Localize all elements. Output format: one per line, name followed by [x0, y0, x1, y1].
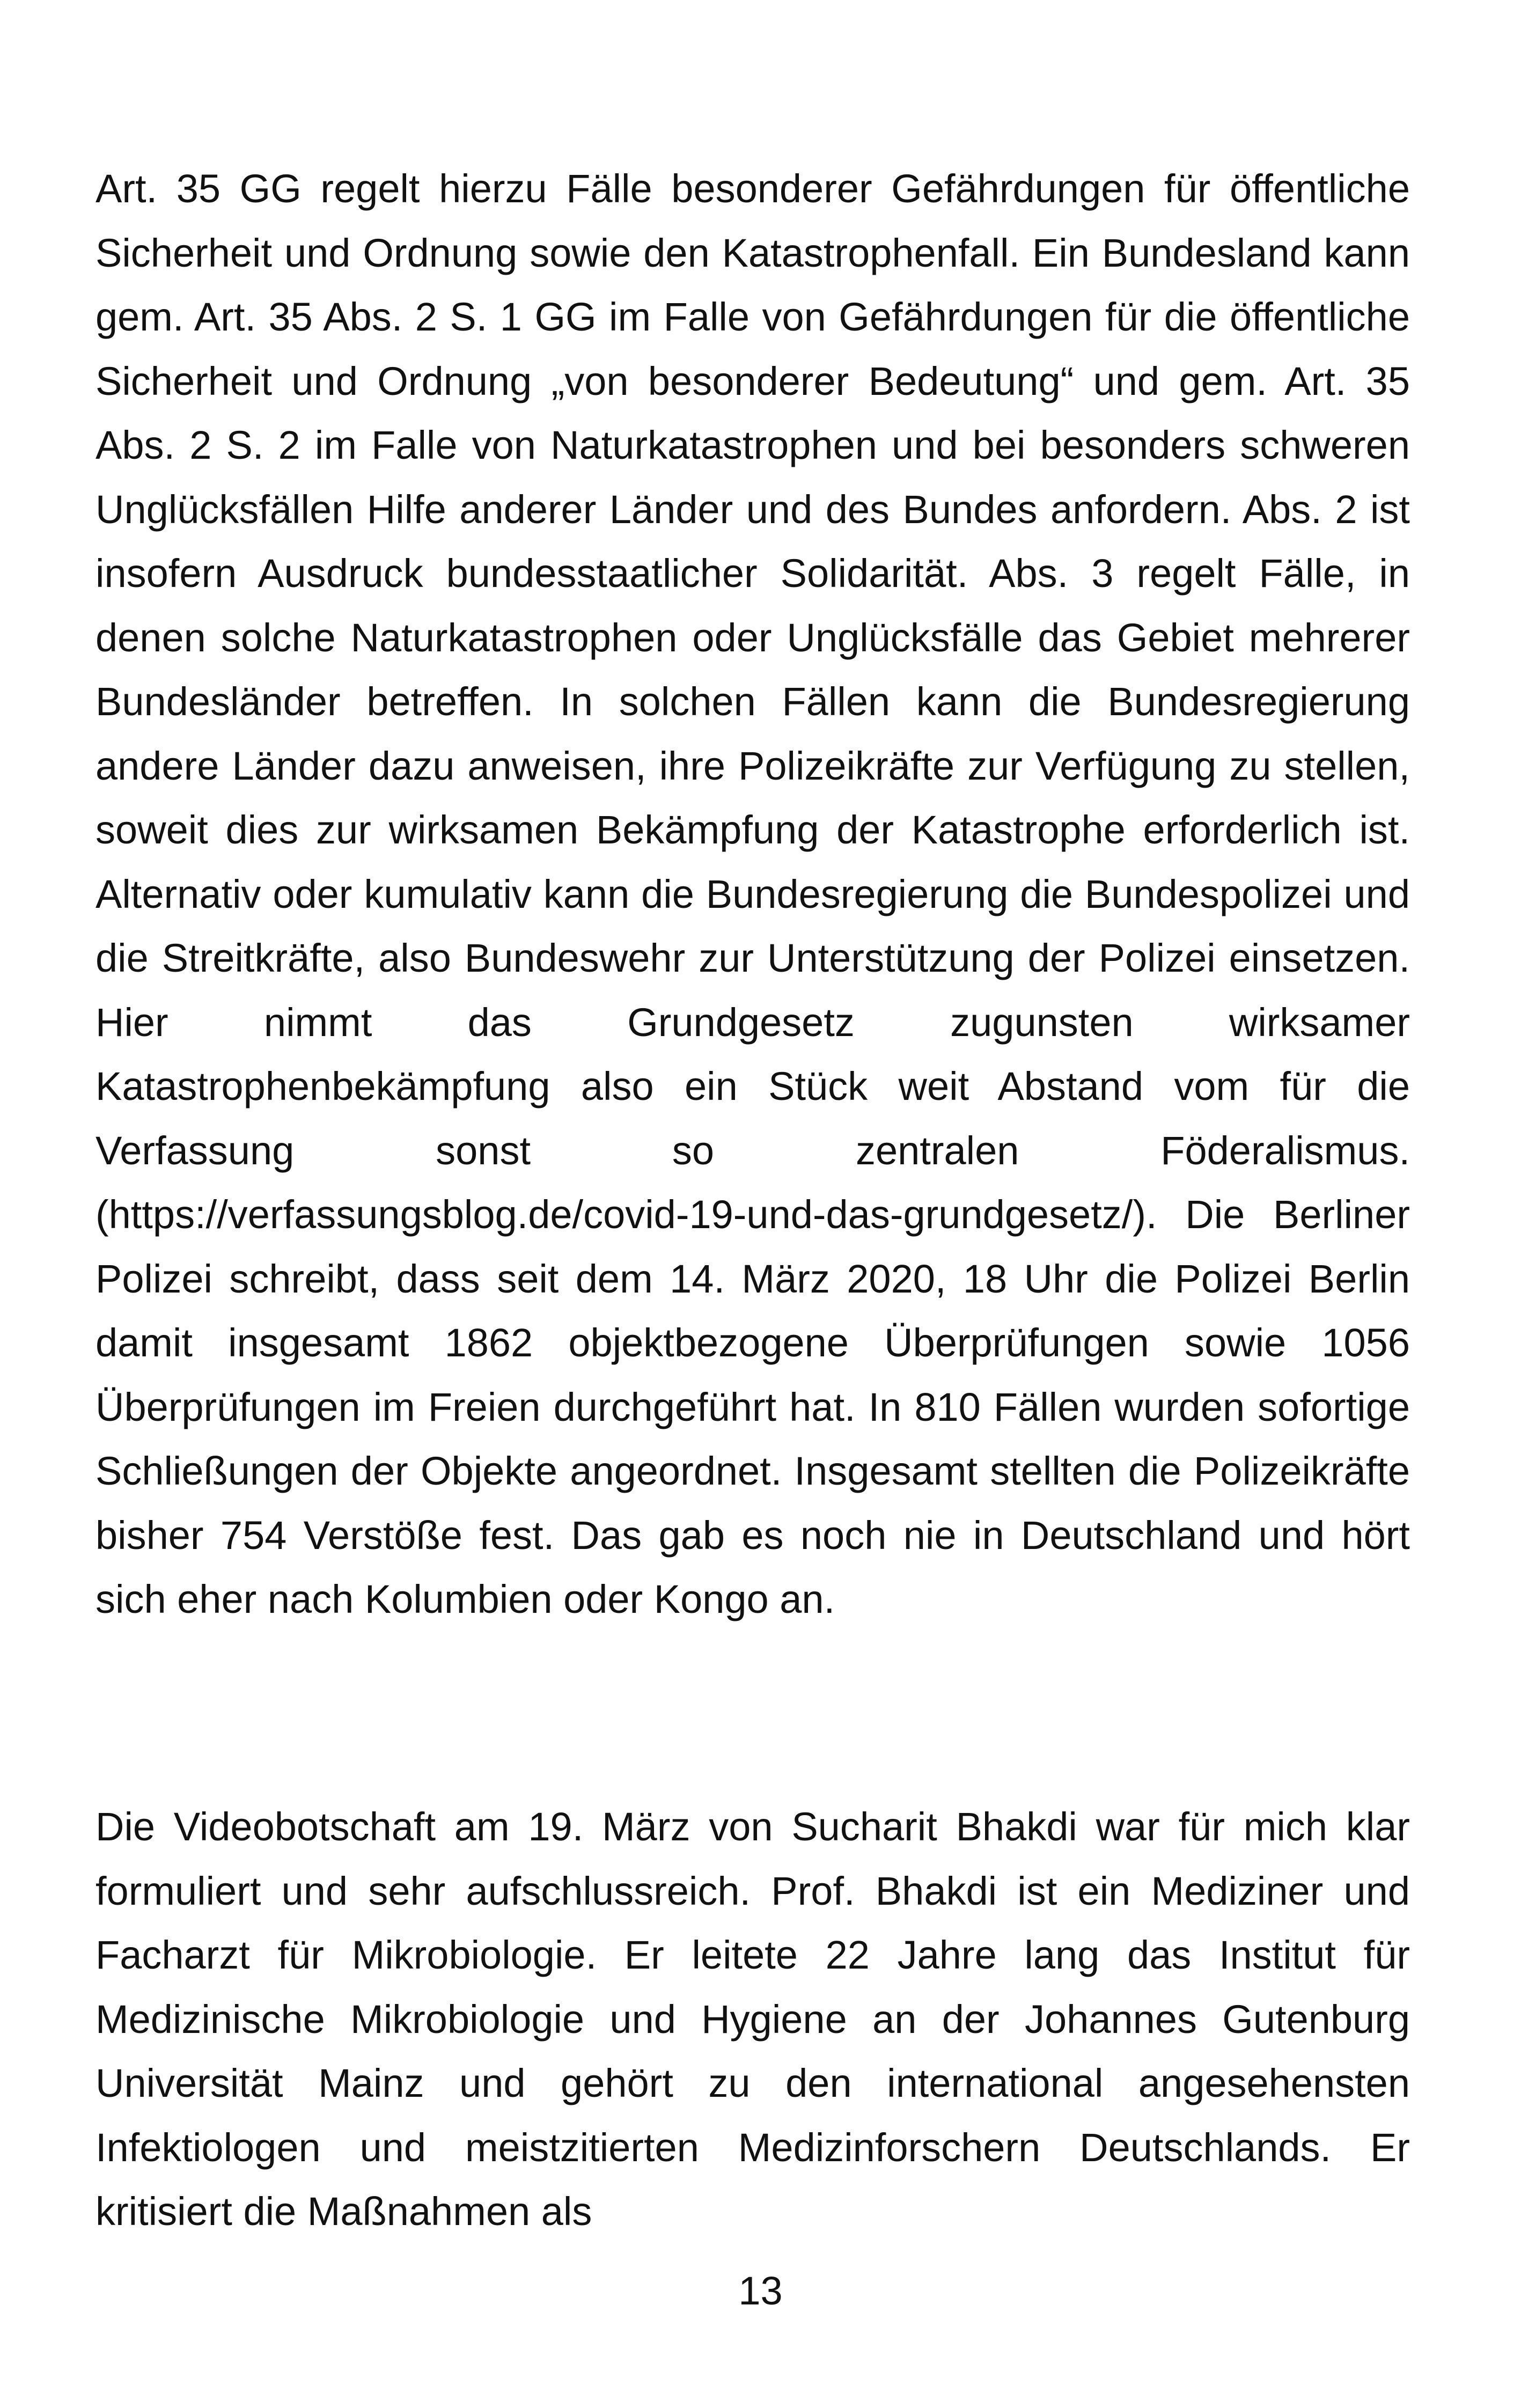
paragraph-text: Die Videobotschaft am 19. März von Sucharit Bhakdi war für mich klar formuliert und sehr aufschlussreich. Prof. Bhakdi ist ein Mediziner und Facharzt für Mikrobiologie. Er leitete 22 Jahre lang das Institut für Medizinische Mikrobiologie und Hygiene an der Johannes Gutenburg Universität Mainz und gehört zu den international angesehensten Infektiologen und meistzitierten Medizinforschern Deutschlands. Er kritisiert die Maßnahmen als: [95, 1804, 1410, 2234]
paragraph-text: Art. 35 GG regelt hierzu Fälle besonderer Gefährdungen für öffentliche Sicherheit und Ordnung sowie den Katastrophenfall. Ein Bundesland kann gem. Art. 35 Abs. 2 S. 1 GG im Falle von Gefährdungen für die öffentliche Sicherheit und Ordnung „von besonderer Bedeutung“ und gem. Art. 35 Abs. 2 S. 2 im Falle von Naturkatastrophen und bei besonders schweren Unglücksfällen Hilfe anderer Länder und des Bundes anfordern. Abs. 2 ist insofern Ausdruck bundesstaatlicher Solidarität. Abs. 3 regelt Fälle, in denen solche Naturkatastrophen oder Unglücksfälle das Gebiet mehrerer Bundesländer betreffen. In solchen Fällen kann die Bundesregierung andere Länder dazu anweisen, ihre Polizeikräfte zur Verfügung zu stellen, soweit dies zur wirksamen Bekämpfung der Katastrophe erforderlich ist. Alternativ oder kumulativ kann die Bundesregierung die Bundespolizei und die Streitkräfte, also Bundeswehr zur Unterstützung der Polizei einsetzen. Hier nimmt das Grundgesetz zugunsten wirksamer Katastrophenbekämpfung also ein Stück weit Abstand vom für die Verfassung sonst so zentralen Föderalismus. (https://verfassungsblog.de/covid-19-und-das-grundgesetz/). Die Berliner Polizei schreibt, dass seit dem 14. März 2020, 18 Uhr die Polizei Berlin damit insgesamt 1862 objektbezogene Überprüfungen sowie 1056 Überprüfungen im Freien durchgeführt hat. In 810 Fällen wurden sofortige Schließungen der Objekte angeordnet. Insgesamt stellten die Polizeikräfte bisher 754 Verstöße fest. Das gab es noch nie in Deutschland und hört sich eher nach Kolumbien oder Kongo an.: [95, 166, 1410, 1621]
paragraph-2: [95, 1795, 1410, 2244]
paragraph-1: [95, 157, 1410, 1632]
page-number: 13: [738, 2268, 783, 2313]
